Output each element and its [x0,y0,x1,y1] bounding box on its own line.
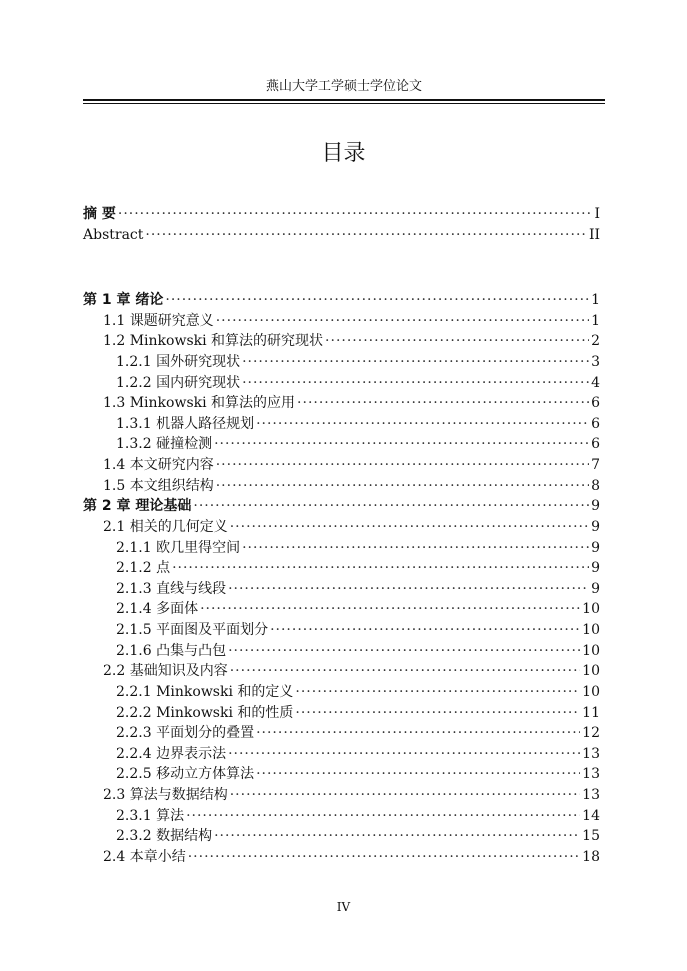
toc-page: 7 [591,457,600,473]
leader-dots [228,744,580,765]
toc-label: 1.1 课题研究意义 [103,313,214,329]
toc-label: 1.3.1 机器人路径规划 [116,416,255,432]
leader-dots [200,599,580,620]
leader-dots [230,661,580,682]
leader-dots [216,455,589,476]
leader-dots [256,414,589,435]
leader-dots [325,331,589,352]
toc-entry[interactable] [83,703,600,724]
toc-page: 10 [582,663,600,679]
toc-entry[interactable] [83,744,600,765]
toc-entry[interactable] [83,331,600,352]
toc-label: 2.1 相关的几何定义 [103,519,228,535]
leader-dots [214,434,589,455]
toc-entry[interactable] [83,785,600,806]
toc-entry[interactable] [83,414,600,435]
leader-dots [270,620,580,641]
toc-page: 9 [591,540,600,556]
toc-page: 10 [582,601,600,617]
toc-entry[interactable] [83,599,600,620]
leader-dots [193,496,589,517]
toc-page: 10 [582,622,600,638]
toc-entry[interactable] [83,434,600,455]
leader-dots [118,204,593,225]
toc-label: 2.1.3 直线与线段 [116,581,227,597]
toc-page: 3 [591,354,600,370]
toc-entry[interactable] [83,517,600,538]
toc-entry[interactable] [83,393,600,414]
toc-page: 10 [582,684,600,700]
leader-dots [228,579,589,600]
leader-dots [230,517,589,538]
leader-dots [216,311,589,332]
leader-dots [172,558,589,579]
toc-page: I [594,206,600,222]
toc-label: 摘 要 [83,206,116,222]
leader-dots [295,682,580,703]
toc-label: 第 1 章 绪论 [83,292,164,308]
toc-label: 2.1.6 凸集与凸包 [116,643,227,659]
toc-page: 13 [582,766,600,782]
leader-dots [186,806,580,827]
toc-page: II [588,227,600,243]
toc-page: 18 [582,849,600,865]
toc-page: 6 [591,416,600,432]
toc-entry[interactable] [83,723,600,744]
toc-entry[interactable] [83,806,600,827]
toc-label: 1.4 本文研究内容 [103,457,214,473]
toc-page: 9 [591,560,600,576]
toc-page: 9 [591,498,600,514]
toc-label: 2.1.1 欧几里得空间 [116,540,241,556]
header-rule-thin [83,103,605,104]
toc-entry[interactable] [83,661,600,682]
toc-label: 1.3.2 碰撞检测 [116,436,213,452]
toc-label: 1.5 本文组织结构 [103,478,214,494]
toc-entry-abstract-en[interactable] [83,225,600,246]
toc-label: 2.1.4 多面体 [116,601,199,617]
toc-label: 1.3 Minkowski 和算法的应用 [103,395,296,411]
toc-page: 2 [591,333,600,349]
toc-entry[interactable] [83,538,600,559]
toc-entry-chapter-1[interactable] [83,290,600,311]
toc-entry[interactable] [83,641,600,662]
running-header: 燕山大学工学硕士学位论文 [265,79,422,94]
leader-dots [216,476,589,497]
leader-dots [295,703,580,724]
toc-label: 第 2 章 理论基础 [83,498,192,514]
leader-dots [230,785,580,806]
leader-dots [165,290,589,311]
toc-label: 2.3.2 数据结构 [116,828,213,844]
toc-entry[interactable] [83,579,600,600]
toc-page: 9 [591,581,600,597]
toc-entry[interactable] [83,373,600,394]
leader-dots [242,373,589,394]
leader-dots [188,847,580,868]
toc-label: 2.2.4 边界表示法 [116,746,227,762]
toc-label: 2.1.2 点 [116,560,171,576]
toc-entry[interactable] [83,558,600,579]
toc-page: 14 [582,808,600,824]
header-rule-thick [83,99,605,101]
toc-label: 2.2.2 Minkowski 和的性质 [116,705,294,721]
toc-label: 2.3.1 算法 [116,808,185,824]
page-number: IV [336,900,351,914]
toc-page: 9 [591,519,600,535]
toc-label: 1.2.2 国内研究现状 [116,375,241,391]
toc-page: 15 [582,828,600,844]
toc-entry-chapter-2[interactable] [83,496,600,517]
leader-dots [256,723,580,744]
toc-page: 1 [591,292,600,308]
toc-page: 11 [582,705,600,721]
toc-label: 2.2 基础知识及内容 [103,663,228,679]
toc-label: 2.2.5 移动立方体算法 [116,766,255,782]
toc-entry[interactable] [83,620,600,641]
page-title: 目录 [321,141,366,166]
toc-entry-abstract-cn[interactable] [83,204,600,225]
toc-page: 12 [582,725,600,741]
leader-dots [242,538,589,559]
toc-page: 6 [591,436,600,452]
toc-page: 13 [582,746,600,762]
leader-dots [228,641,580,662]
toc-entry[interactable] [83,826,600,847]
leader-dots [145,225,587,246]
toc-label: 2.2.1 Minkowski 和的定义 [116,684,294,700]
toc-label: Abstract [83,227,144,243]
leader-dots [242,352,589,373]
toc-entry[interactable] [83,311,600,332]
leader-dots [297,393,589,414]
toc-entry[interactable] [83,352,600,373]
toc-page: 10 [582,643,600,659]
toc-page: 8 [591,478,600,494]
toc-label: 2.2.3 平面划分的叠置 [116,725,255,741]
toc-label: 2.4 本章小结 [103,849,186,865]
toc-entry[interactable] [83,764,600,785]
toc-entry[interactable] [83,847,600,868]
toc-label: 2.1.5 平面图及平面划分 [116,622,269,638]
toc-entry[interactable] [83,455,600,476]
toc-page: 13 [582,787,600,803]
leader-dots [214,826,580,847]
toc-page: 1 [591,313,600,329]
toc-label: 1.2 Minkowski 和算法的研究现状 [103,333,324,349]
leader-dots [256,764,580,785]
toc-entry[interactable] [83,476,600,497]
toc-page: 6 [591,395,600,411]
toc-entry[interactable] [83,682,600,703]
toc-label: 2.3 算法与数据结构 [103,787,228,803]
toc-label: 1.2.1 国外研究现状 [116,354,241,370]
toc-page: 4 [591,375,600,391]
